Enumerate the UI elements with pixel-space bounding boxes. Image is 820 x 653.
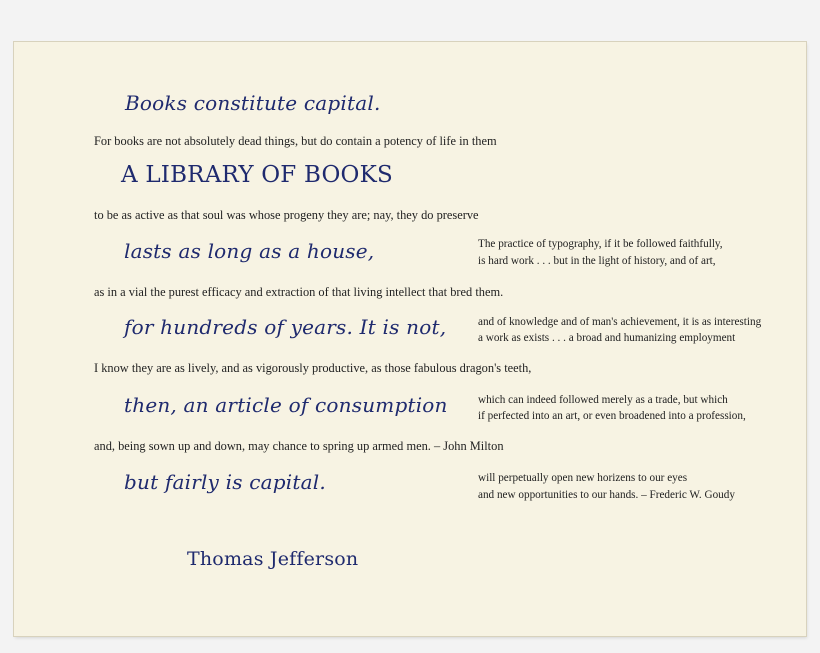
milton-line-3: as in a vial the purest efficacy and extraction of that living intellect that bred them. [94, 285, 504, 299]
milton-line-4: I know they are as lively, and as vigorously productive, as those fabulous dragon's teeth, [94, 361, 532, 375]
milton-line-1: For books are not absolutely dead things, but do contain a potency of life in them [94, 134, 497, 148]
goudy-line-8: and new opportunities to our hands. – Frederic W. Goudy [478, 489, 735, 501]
goudy-line-7: will perpetually open new horizens to our eyes [478, 472, 688, 484]
goudy-line-2: is hard work . . . but in the light of history, and of art, [478, 255, 716, 267]
goudy-line-5: which can indeed followed merely as a trade, but which [478, 394, 728, 406]
goudy-line-3: and of knowledge and of man's achievement, it is as interesting [478, 316, 762, 328]
jefferson-line-2: A LIBRARY OF BOOKS [121, 162, 393, 188]
goudy-line-1: The practice of typography, if it be followed faithfully, [478, 238, 723, 250]
jefferson-line-6: but fairly is capital. [124, 470, 326, 494]
goudy-line-4: a work as exists . . . a broad and humanizing employment [478, 332, 736, 344]
jefferson-line-5: then, an article of consumption [124, 393, 448, 417]
jefferson-line-3: lasts as long as a house, [124, 239, 375, 263]
milton-line-2: to be as active as that soul was whose progeny they are; nay, they do preserve [94, 208, 479, 222]
goudy-line-6: if perfected into an art, or even broadened into a profession, [478, 410, 746, 422]
milton-line-5: and, being sown up and down, may chance to spring up armed men. – John Milton [94, 439, 504, 453]
jefferson-author: Thomas Jefferson [187, 548, 359, 570]
jefferson-line-1: Books constitute capital. [125, 91, 381, 115]
jefferson-line-4: for hundreds of years. It is not, [124, 315, 447, 339]
